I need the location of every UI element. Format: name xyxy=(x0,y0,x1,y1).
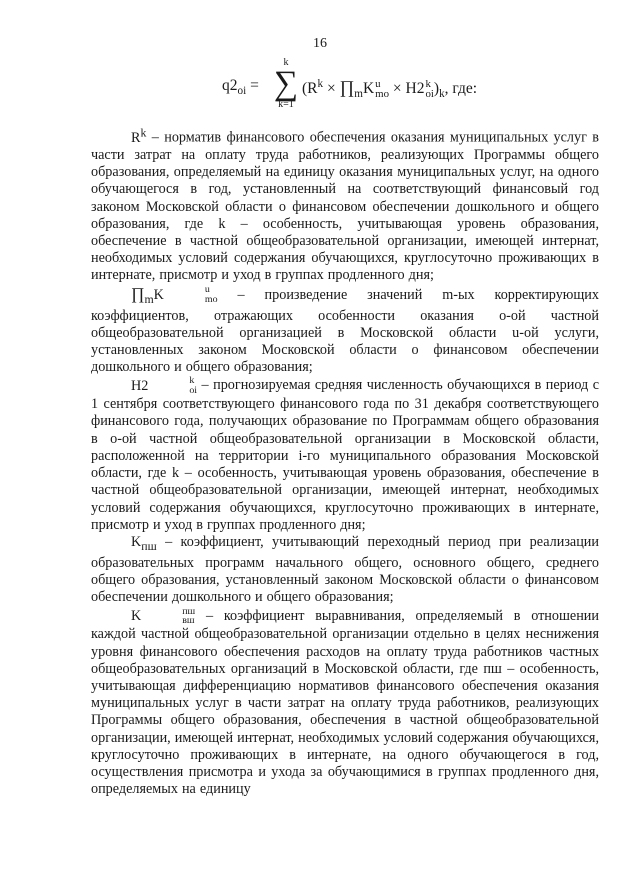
definition-k-vsh: K пш вш – коэффициент выравнивания, определяемый в отношении каждой частной общеобразовательной организации отдельно в целях неснижения уровня финансового обеспечения расходов на оплату труда работников частных общеобразовательных организаций в Московской области, где пш – особенность, учитывающая дифференциацию нормативов финансового обеспечения оказания муниципальных услуг в части затрат на оплату труда работников, реализующих Программы общего образования, обеспечения в частной общеобразовательной организации, имеющей интернат, необходимых условий содержания обучающихся, круглосуточно проживающих в интернате, на одного обучающегося в год, осуществления присмотра и ухода за обучающимися в группах продленного дня, определяемых на единицу xyxy=(91,605,599,798)
definitions-list xyxy=(91,124,599,798)
definition-product-k: $\prod_mK$ u mo – произведение значений m-ых корректирующих коэффициентов, отражающих особенности оказания o-ой частной общеобразовательной организацией в Московской области u-ой услуги, установленных законом Московской области о финансовом обеспечении дошкольного и общего образования; xyxy=(91,283,599,376)
definition-h2: H2 k oi – прогнозируемая средняя численность обучающихся в период с 1 сентября соответствующего финансового года по 31 декабря соответствующего финансового года, получающих образование по Программам общего образования в o-ой частной общеобразовательной организации в Московской области, расположенной на территории i-го муниципального образования Московской области, где k – особенность, учитывающая уровень образования, обеспечение в частной общеобразовательной организации, имеющей интернат, необходимых условий содержания обучающихся, круглосуточно проживающих в интернате, присмотр и уход в группах продленного дня; xyxy=(91,375,599,533)
summation-symbol: k ∑ k=1 xyxy=(273,57,299,110)
definition-k-psh: $K_{пш}$ – коэффициент, учитывающий переходный период при реализации образовательных программ начального общего, основного общего, среднего общего образования, установленный законом Московской области о финансовом обеспечении дошкольного и общего образования; xyxy=(91,533,599,606)
symbol-product-k: $\prod_mK$ u mo xyxy=(131,283,218,306)
formula-lhs: $q2_{oi}$ = xyxy=(222,77,259,98)
formula-rhs: ($R^k$ × $\prod_mK$ u mo × H2 k oi )$_k$, где: xyxy=(302,77,478,101)
symbol-k-psh: $K_{пш}$ xyxy=(131,533,157,553)
symbol-h2: H2 k oi xyxy=(131,375,198,397)
symbol-k-vsh: K пш вш xyxy=(131,605,196,627)
symbol-r: $R^k$ xyxy=(131,125,147,146)
page-number: 16 xyxy=(313,36,327,51)
definition-r: $R^k$ – норматив финансового обеспечения оказания муниципальных услуг в части затрат на оплату труда работников, реализующих Программы общего образования, определяемый на единицу оказания муниципальных услуг, на одного обучающегося в год, установленный на соответствующий финансовый год законом Московской области о финансовом обеспечении дошкольного и общего образования, где k – особенность, учитывающая уровень образования, обеспечение в частной общеобразовательной организации, имеющей интернат, необходимых условий содержания обучающихся, круглосуточно проживающих в интернате, присмотр и уход в группах продленного дня; xyxy=(91,125,599,284)
